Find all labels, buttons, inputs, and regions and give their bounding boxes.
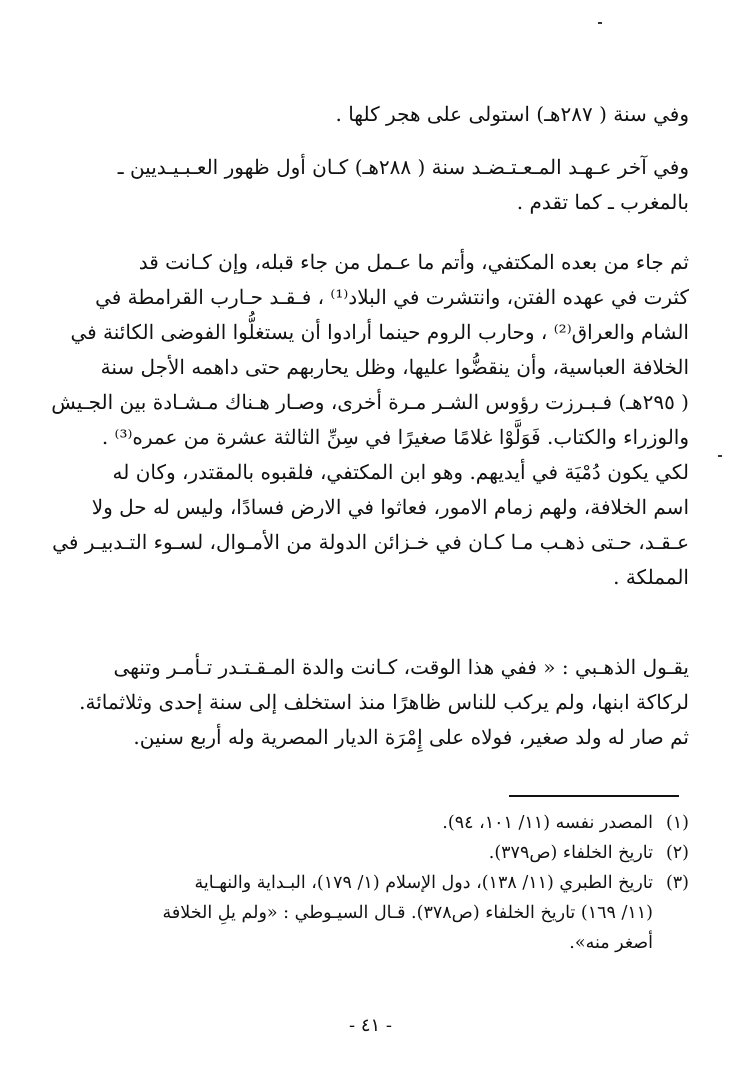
text-line: لركاكة ابنها، ولم يركب للناس ظاهرًا منذ استخلف إلى سنة إحدى وثلاثمائة. — [79, 690, 689, 714]
footnote-1 — [49, 808, 689, 838]
text-line: ثم صار له ولد صغير، فولاه على إِمْرَة الديار المصرية وله أربع سنين. — [133, 725, 689, 749]
paragraph-muktafi-muqtadir — [49, 245, 689, 595]
footnote-text: تاريخ الطبري (١١/ ١٣٨)، دول الإسلام (١/ ١٧٩)، البـداية والنهـاية — [194, 873, 653, 893]
text-line: المملكة . — [613, 565, 689, 589]
paragraph-dhahabi-quote — [49, 650, 689, 755]
footnote-2 — [49, 838, 689, 868]
text-line: والوزراء والكتاب. فَوَلَّوْا غلامًا صغيرًا في سِنِّ الثالثة عشرة من عمره⁽³⁾ . — [101, 425, 689, 449]
footnote-number: (٢) — [665, 843, 689, 863]
text-line: الشام والعراق⁽²⁾ ، وحارب الروم حينما أرادوا أن يستغلُّوا الفوضى الكائنة في — [70, 320, 689, 344]
footnote-number: (١) — [665, 813, 689, 833]
footnote-text: المصدر نفسه (١١/ ١٠١، ٩٤). — [442, 813, 653, 833]
text-line: يقـول الذهـبي : « ففي هذا الوقت، كـانت والدة المـقـتـدر تـأمـر وتنهى — [113, 655, 689, 679]
text-line: لكي يكون دُمْيَة في أيديهم. وهو ابن المكتفي، فلقبوه بالمقتدر، وكان له — [112, 460, 689, 484]
speck-mark — [718, 455, 722, 457]
text-line: ثم جاء من بعده المكتفي، وأتم ما عـمل من جاء قبله، وإن كـانت قد — [138, 250, 689, 274]
footnote-3 — [49, 868, 689, 958]
text-line: اسم الخلافة، ولهم زمام الامور، فعاثوا في الارض فسادًا، وليس له حل ولا — [91, 495, 689, 519]
text-line: ( ٢٩٥هـ) فـبـرزت رؤوس الشـر مـرة أخرى، وصـار هـناك مـشـادة بين الجـيش — [51, 390, 689, 414]
paragraph-hajar — [49, 97, 689, 132]
text-line: بالمغرب ـ كما تقدم . — [516, 190, 689, 214]
footnote-text: تاريخ الخلفاء (ص٣٧٩). — [488, 843, 653, 863]
text-line: وفي سنة ( ٢٨٧هـ) استولى على هجر كلها . — [335, 102, 689, 126]
text-line: وفي آخر عـهـد المـعـتـضـد سنة ( ٢٨٨هـ) كـان أول ظهور العـبـيـديين ـ — [117, 155, 689, 179]
footnote-separator — [509, 795, 679, 797]
footnote-text: أصغر منه». — [569, 933, 653, 953]
text-line: عـقـد، حـتى ذهـب مـا كـان في خـزائن الدولة من الأمـوال، لسـوء التـدبيـر في — [52, 530, 689, 554]
text-line: الخلافة العباسية، وأن ينقضُّوا عليها، وظل يحاربهم حتى داهمه الأجل سنة — [100, 355, 689, 379]
speck-mark — [598, 22, 602, 24]
page-number: - ٤١ - — [349, 1015, 392, 1036]
footnote-text: (١١/ ١٦٩) تاريخ الخلفاء (ص٣٧٨). قـال السيـوطي : «ولم يلِ الخلافة — [162, 903, 653, 923]
paragraph-ubaydiyyin — [49, 150, 689, 220]
footnote-number: (٣) — [665, 873, 689, 893]
text-line: كثرت في عهده الفتن، وانتشرت في البلاد⁽¹⁾ ، فـقـد حـارب القرامطة في — [95, 285, 689, 309]
